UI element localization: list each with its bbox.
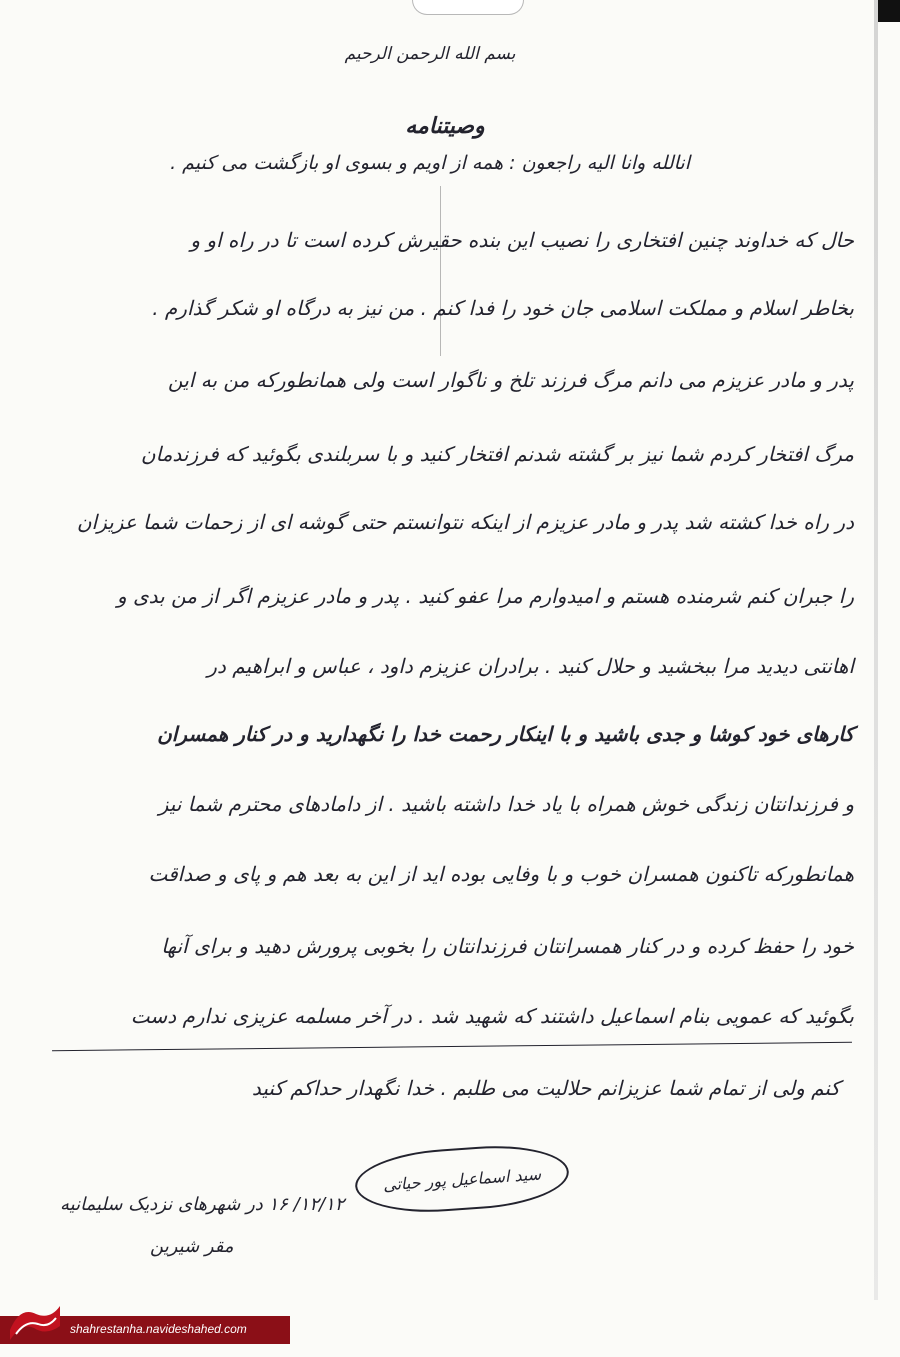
scan-corner: [878, 0, 900, 22]
text-line-2: بخاطر اسلام و مملکت اسلامی جان خود را فدا کنم . من نیز به درگاه او شکر گذارم .: [152, 296, 854, 320]
text-line-8: کارهای خود کوشا و جدی باشید و با اینکار رحمت خدا را نگهدارید و در کنار همسران: [157, 722, 854, 746]
document-title: وصیتنامه: [405, 114, 485, 139]
scan-edge-shadow: [874, 0, 878, 1300]
text-line-4: مرگ افتخار کردم شما نیز بر گشته شدنم افتخار کنید و با سربلندی بگوئید که فرزندمان: [140, 442, 854, 466]
text-line-13: کنم ولی از تمام شما عزیزانم حلالیت می طلبم . خدا نگهدار حداکم کنید: [251, 1076, 840, 1100]
signature-date-line: ۱۲/۱۲/ ۱۶ در شهرهای نزدیک سلیمانیه: [60, 1194, 345, 1215]
underline-rule: [52, 1042, 852, 1051]
navideshahed-logo-icon: [6, 1300, 64, 1344]
text-line-11: خود را حفظ کرده و در کنار همسرانتان فرزندانتان را بخوبی پرورش دهید و برای آنها: [161, 934, 854, 958]
text-line-7: اهانتی دیدید مرا ببخشید و حلال کنید . برادران عزیزم داود ، عباس و ابراهیم در: [207, 654, 854, 678]
watermark-url[interactable]: shahrestanha.navideshahed.com: [70, 1322, 247, 1336]
text-line-5: در راه خدا کشته شد پدر و مادر عزیزم از اینکه نتوانستم حتی گوشه ای از زحمات شما عزیزان: [76, 510, 854, 534]
signature-stamp: [353, 1141, 571, 1218]
text-line-12: بگوئید که عمویی بنام اسماعیل داشتند که شهید شد . در آخر مسلمه عزیزی ندارم دست: [130, 1004, 854, 1028]
watermark-footer: [0, 1296, 292, 1357]
paper-punch-mark: [412, 0, 524, 15]
text-line-6: را جبران کنم شرمنده هستم و امیدوارم مرا عفو کنید . پدر و مادر عزیزم اگر از من بدی و: [116, 584, 854, 608]
stamp-text: سید اسماعیل پور حیاتی: [382, 1164, 542, 1194]
signature-place: مقر شیرین: [150, 1236, 234, 1257]
faint-vertical-mark: [440, 186, 441, 356]
basmala-heading: بسم الله الرحمن الرحیم: [344, 44, 516, 64]
text-line-1: حال که خداوند چنین افتخاری را نصیب این بنده حقیرش کرده است تا در راه او و: [190, 228, 854, 252]
text-line-3: پدر و مادر عزیزم می دانم مرگ فرزند تلخ و ناگوار است ولی همانطورکه من به این: [168, 368, 854, 392]
text-line-9: و فرزندانتان زندگی خوش همراه با یاد خدا داشته باشید . از دامادهای محترم شما نیز: [158, 792, 854, 816]
document-subtitle: انالله وانا الیه راجعون : همه از اویم و بسوی او بازگشت می کنیم .: [170, 152, 690, 174]
text-line-10: همانطورکه تاکنون همسران خوب و با وفایی بوده اید از این به بعد هم و پای و صداقت: [148, 862, 854, 886]
